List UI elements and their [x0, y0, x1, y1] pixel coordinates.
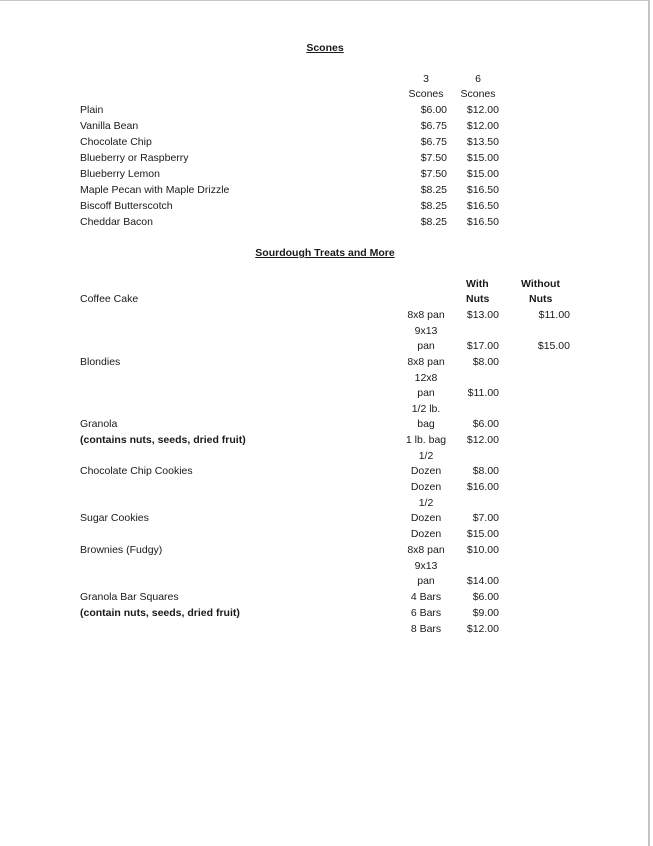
treat-name: (contains nuts, seeds, dried fruit) [80, 434, 246, 446]
scones-title: Scones [306, 42, 344, 54]
treat-price-with-nuts: $16.00 [466, 481, 499, 493]
treat-size: 1/2 lb. [411, 403, 441, 415]
treat-price-without-nuts: $15.00 [537, 340, 570, 352]
treat-price-without-nuts: $11.00 [538, 309, 570, 321]
scone-name: Plain [80, 104, 104, 116]
treat-price-with-nuts: $8.00 [472, 465, 499, 477]
scone-price-3: $6.75 [420, 120, 447, 132]
treat-name: Sugar Cookies [80, 512, 149, 524]
scone-price-6: $15.00 [466, 168, 499, 180]
scone-name: Chocolate Chip [80, 136, 152, 148]
without-nuts-header-line2: Nuts [529, 293, 553, 305]
treat-size: 12x8 [414, 372, 438, 384]
treat-price-with-nuts: $10.00 [466, 544, 499, 556]
with-nuts-header-line1: With [466, 278, 489, 290]
treat-size: 8x8 pan [407, 356, 445, 368]
treat-size: Dozen [410, 465, 442, 477]
treat-price-with-nuts: $14.00 [466, 575, 499, 587]
treats-title: Sourdough Treats and More [255, 247, 395, 259]
treat-size: pan [417, 575, 435, 587]
scone-price-3: $6.00 [420, 104, 447, 116]
without-nuts-header-line1: Without [521, 278, 560, 290]
scone-price-6: $15.00 [466, 152, 499, 164]
treat-size: bag [417, 418, 435, 430]
treat-name: (contain nuts, seeds, dried fruit) [80, 607, 240, 619]
scone-price-6: $12.00 [466, 120, 499, 132]
treat-price-with-nuts: $11.00 [467, 387, 499, 399]
treat-price-with-nuts: $12.00 [466, 623, 499, 635]
treat-price-with-nuts: $13.00 [466, 309, 499, 321]
treat-size: Dozen [410, 481, 442, 493]
treat-size: 8 Bars [410, 623, 442, 635]
scone-price-6: $13.50 [466, 136, 499, 148]
scone-name: Biscoff Butterscotch [80, 200, 173, 212]
treat-price-with-nuts: $12.00 [466, 434, 499, 446]
treat-name: Granola Bar Squares [80, 591, 179, 603]
scone-name: Cheddar Bacon [80, 216, 153, 228]
treat-name: Blondies [80, 356, 121, 368]
scones-header-6-label: Scones [460, 88, 496, 100]
treat-name: Brownies (Fudgy) [80, 544, 163, 556]
treat-price-with-nuts: $15.00 [466, 528, 499, 540]
scone-name: Vanilla Bean [80, 120, 139, 132]
treat-size: 1/2 [418, 450, 434, 462]
treat-size: pan [417, 340, 435, 352]
treat-size: Dozen [410, 528, 442, 540]
scone-price-6: $16.50 [466, 216, 499, 228]
scones-header-3-label: Scones [408, 88, 444, 100]
scone-price-3: $6.75 [420, 136, 447, 148]
treat-size: 1/2 [418, 497, 434, 509]
treat-price-with-nuts: $7.00 [472, 512, 499, 524]
treat-price-with-nuts: $8.00 [472, 356, 499, 368]
scones-header-6-count: 6 [475, 73, 481, 85]
treat-size: 6 Bars [410, 607, 442, 619]
treat-name: Coffee Cake [80, 293, 139, 305]
treat-size: 4 Bars [410, 591, 442, 603]
treat-size: 1 lb. bag [405, 434, 447, 446]
scone-price-3: $7.50 [420, 152, 447, 164]
scone-price-6: $12.00 [466, 104, 499, 116]
treat-name: Chocolate Chip Cookies [80, 465, 193, 477]
treat-price-with-nuts: $6.00 [472, 591, 499, 603]
treat-price-with-nuts: $6.00 [472, 418, 499, 430]
scone-price-3: $8.25 [420, 200, 447, 212]
scone-price-3: $8.25 [420, 184, 447, 196]
treat-size: 8x8 pan [407, 309, 445, 321]
scone-price-3: $7.50 [420, 168, 447, 180]
treat-size: 8x8 pan [407, 544, 445, 556]
treat-size: Dozen [410, 512, 442, 524]
scone-price-6: $16.50 [466, 200, 499, 212]
treat-price-with-nuts: $17.00 [466, 340, 499, 352]
treat-name: Granola [80, 418, 118, 430]
treat-size: 9x13 [414, 325, 438, 337]
scone-price-3: $8.25 [420, 216, 447, 228]
scone-name: Blueberry Lemon [80, 168, 160, 180]
scones-header-3-count: 3 [423, 73, 429, 85]
treat-price-with-nuts: $9.00 [472, 607, 499, 619]
with-nuts-header-line2: Nuts [466, 293, 490, 305]
treat-size: pan [417, 387, 435, 399]
scone-name: Maple Pecan with Maple Drizzle [80, 184, 230, 196]
scone-price-6: $16.50 [466, 184, 499, 196]
treat-size: 9x13 [414, 560, 438, 572]
scone-name: Blueberry or Raspberry [80, 152, 189, 164]
